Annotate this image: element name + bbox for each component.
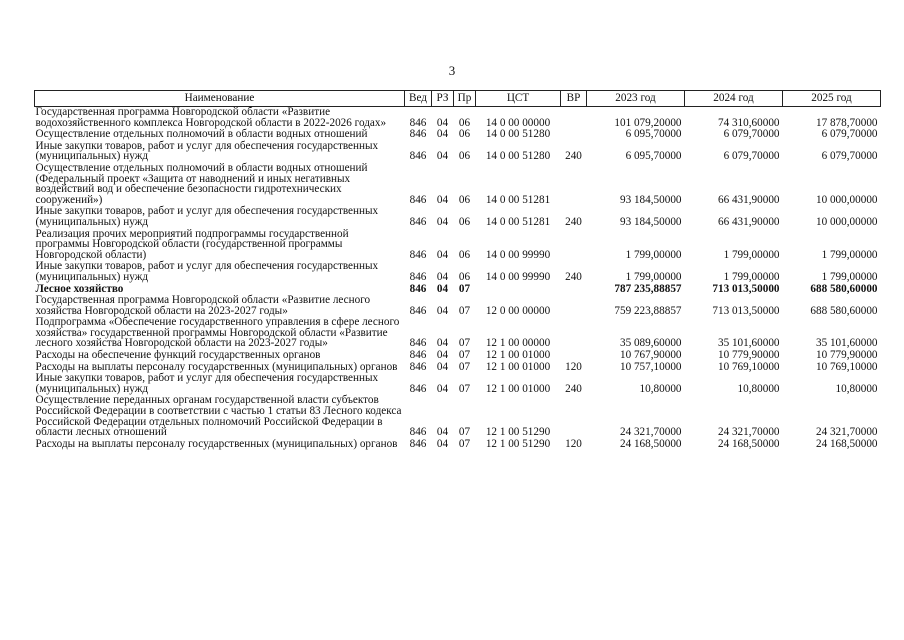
- table-row: [35, 141, 881, 163]
- row-2025: 10 000,00000: [815, 215, 878, 228]
- table-row: [35, 107, 881, 130]
- row-cst: 14 0 00 51281: [485, 193, 551, 206]
- table-header-row: [35, 91, 881, 107]
- row-ved: 846: [409, 349, 427, 362]
- row-2024: 713 013,50000: [712, 282, 780, 295]
- row-name: Иные закупки товаров, работ и услуг для обеспечения государственных (муниципальных) нужд: [35, 260, 379, 283]
- row-pr: 06: [458, 116, 471, 129]
- row-2023: 6 095,70000: [625, 150, 682, 163]
- row-name: Государственная программа Новгородской области «Развитие лесного хозяйства Новгородской области на 2023-2027 годы»: [35, 294, 371, 317]
- row-pr: 06: [458, 248, 471, 261]
- table-row: [35, 395, 881, 438]
- row-2023: 101 079,20000: [614, 116, 682, 129]
- row-2023: 35 089,60000: [619, 337, 682, 350]
- row-2025: 24 321,70000: [815, 426, 878, 439]
- row-2025: 688 580,60000: [810, 304, 878, 317]
- row-name: Подпрограмма «Обеспечение государственного управления в сфере лесного хозяйства» государственной программы Новгородской области «Развитие лесного хозяйства Новгородской области на 2023-2027 годы»: [35, 316, 400, 350]
- row-2023: 10 767,90000: [619, 349, 682, 362]
- table-row: [35, 261, 881, 283]
- row-2025: 10 779,90000: [815, 349, 878, 362]
- row-pr: 06: [458, 150, 471, 163]
- row-cst: 14 0 00 99990: [485, 270, 551, 283]
- row-pr: 07: [458, 382, 471, 395]
- row-rz: 04: [436, 304, 449, 317]
- row-ved: 846: [409, 304, 427, 317]
- row-pr: 07: [458, 282, 471, 295]
- row-2024: 6 079,70000: [723, 150, 780, 163]
- row-2025: 1 799,00000: [821, 248, 878, 261]
- row-2025: 1 799,00000: [821, 270, 878, 283]
- row-2023: 10,80000: [639, 382, 682, 395]
- row-2023: 93 184,50000: [619, 215, 682, 228]
- row-pr: 07: [458, 426, 471, 439]
- row-2023: 6 095,70000: [625, 128, 682, 141]
- row-vr: [561, 163, 587, 206]
- row-ved: 846: [409, 150, 427, 163]
- header-2024: 2024 год: [685, 91, 783, 107]
- row-vr: [561, 317, 587, 350]
- row-pr: 07: [458, 349, 471, 362]
- row-vr: 240: [565, 150, 582, 163]
- row-2024: 713 013,50000: [712, 304, 780, 317]
- table-row: [35, 317, 881, 350]
- row-rz: 04: [436, 116, 449, 129]
- row-ved: 846: [409, 193, 427, 206]
- row-rz: 04: [436, 270, 449, 283]
- row-ved: 846: [409, 248, 427, 261]
- table-row: [35, 439, 881, 451]
- row-cst: 14 0 00 00000: [485, 116, 551, 129]
- row-ved: 846: [409, 270, 427, 283]
- row-pr: 06: [458, 215, 471, 228]
- row-cst: 12 1 00 01000: [485, 349, 551, 362]
- row-rz: 04: [436, 215, 449, 228]
- row-ved: 846: [409, 116, 427, 129]
- row-vr: [561, 107, 587, 130]
- row-2025: 35 101,60000: [815, 337, 878, 350]
- row-name: Осуществление отдельных полномочий в области водных отношений: [35, 128, 368, 141]
- row-2024: 10,80000: [737, 382, 780, 395]
- row-2024: 1 799,00000: [723, 248, 780, 261]
- row-vr: [561, 284, 587, 296]
- row-2025: 688 580,60000: [810, 282, 878, 295]
- row-ved: 846: [409, 337, 427, 350]
- row-ved: 846: [409, 382, 427, 395]
- row-vr: [561, 129, 587, 141]
- row-name: Расходы на обеспечение функций государственных органов: [35, 349, 321, 362]
- row-name: Иные закупки товаров, работ и услуг для обеспечения государственных (муниципальных) нужд: [35, 139, 379, 163]
- row-2025: 10,80000: [835, 382, 878, 395]
- row-rz: 04: [436, 437, 449, 450]
- row-2024: 24 321,70000: [717, 426, 780, 439]
- row-cst: 14 0 00 51280: [485, 128, 551, 141]
- row-2024: 1 799,00000: [723, 270, 780, 283]
- row-pr: 07: [458, 337, 471, 350]
- row-rz: 04: [436, 337, 449, 350]
- row-cst: 12 1 00 01000: [485, 382, 551, 395]
- table-row: [35, 206, 881, 228]
- row-pr: 06: [458, 270, 471, 283]
- row-rz: 04: [436, 360, 449, 373]
- row-rz: 04: [436, 382, 449, 395]
- table-row: [35, 373, 881, 395]
- header-ved: Вед: [405, 91, 432, 107]
- row-2023: 24 168,50000: [619, 437, 682, 450]
- table-row: [35, 350, 881, 362]
- row-2024: 10 769,10000: [717, 360, 780, 373]
- row-rz: 04: [436, 150, 449, 163]
- row-2025: 6 079,70000: [821, 150, 878, 163]
- header-pr: Пр: [454, 91, 476, 107]
- row-pr: 07: [458, 304, 471, 317]
- row-name: Иные закупки товаров, работ и услуг для обеспечения государственных (муниципальных) нужд: [35, 205, 379, 228]
- row-ved: 846: [409, 437, 427, 450]
- row-2024: 66 431,90000: [717, 193, 780, 206]
- row-2023: 10 757,10000: [619, 360, 682, 373]
- row-2024: 66 431,90000: [717, 215, 780, 228]
- page-number: 3: [448, 63, 456, 78]
- row-name: Реализация прочих мероприятий подпрограммы государственной программы Новгородской области (государственной программы Новгородской области): [35, 227, 349, 261]
- row-name: Осуществление переданных органам государственной власти субъектов Российской Федерации в соответствии с частью 1 статьи 83 Лесного кодекса Российской Федерации отдельных полномочий Российской Федерации в области лесных отношений: [35, 394, 402, 439]
- row-2024: 10 779,90000: [717, 349, 780, 362]
- row-2023: 787 235,88857: [614, 282, 682, 295]
- row-pr: 07: [458, 437, 471, 450]
- row-vr: 120: [565, 437, 582, 450]
- row-2024: 24 168,50000: [717, 437, 780, 450]
- table-row: [35, 163, 881, 206]
- row-rz: 04: [436, 193, 449, 206]
- row-2023: 1 799,00000: [625, 248, 682, 261]
- row-2025: 10 000,00000: [815, 193, 878, 206]
- row-vr: 240: [565, 382, 582, 395]
- row-vr: [561, 395, 587, 438]
- budget-table: [34, 90, 881, 450]
- row-vr: 240: [565, 215, 582, 228]
- row-vr: 240: [565, 270, 582, 283]
- row-pr: 07: [458, 360, 471, 373]
- row-2023: 759 223,88857: [614, 304, 682, 317]
- row-pr: 06: [458, 193, 471, 206]
- row-ved: 846: [409, 215, 427, 228]
- row-ved: 846: [409, 282, 427, 295]
- row-cst: 12 1 00 00000: [485, 337, 551, 350]
- row-2023: 1 799,00000: [625, 270, 682, 283]
- header-2023: 2023 год: [587, 91, 685, 107]
- row-ved: 846: [409, 426, 427, 439]
- row-name: Расходы на выплаты персоналу государственных (муниципальных) органов: [35, 360, 398, 373]
- row-vr: [561, 229, 587, 262]
- row-vr: 120: [565, 360, 582, 373]
- row-cst: [476, 284, 561, 296]
- row-cst: 12 1 00 51290: [485, 437, 551, 450]
- header-rz: РЗ: [432, 91, 454, 107]
- row-name: Государственная программа Новгородской области «Развитие водохозяйственного комплекса Новгородской области в 2022-2026 годах»: [35, 106, 387, 129]
- table-row: [35, 229, 881, 262]
- row-rz: 04: [436, 128, 449, 141]
- row-2024: 74 310,60000: [717, 116, 780, 129]
- row-vr: [561, 350, 587, 362]
- row-ved: 846: [409, 360, 427, 373]
- row-name: Расходы на выплаты персоналу государственных (муниципальных) органов: [35, 437, 398, 450]
- row-cst: 12 1 00 01000: [485, 360, 551, 373]
- row-vr: [561, 295, 587, 317]
- row-rz: 04: [436, 282, 449, 295]
- row-rz: 04: [436, 248, 449, 261]
- row-2024: 35 101,60000: [717, 337, 780, 350]
- header-2025: 2025 год: [783, 91, 881, 107]
- row-2023: 24 321,70000: [619, 426, 682, 439]
- row-2025: 17 878,70000: [815, 116, 878, 129]
- row-cst: 12 1 00 51290: [485, 426, 551, 439]
- header-cst: ЦСТ: [476, 91, 561, 107]
- row-2025: 24 168,50000: [815, 437, 878, 450]
- row-cst: 14 0 00 51280: [485, 150, 551, 163]
- row-2023: 93 184,50000: [619, 193, 682, 206]
- row-name: Лесное хозяйство: [35, 282, 124, 295]
- row-2025: 6 079,70000: [821, 128, 878, 141]
- row-ved: 846: [409, 128, 427, 141]
- row-cst: 14 0 00 99990: [485, 248, 551, 261]
- row-cst: 14 0 00 51281: [485, 215, 551, 228]
- row-rz: 04: [436, 426, 449, 439]
- row-name: Осуществление отдельных полномочий в области водных отношений (Федеральный проект «Защита от наводнений и иных негативных воздействий вод и обеспечение безопасности гидротехнических сооружений»): [35, 161, 368, 206]
- header-name: Наименование: [35, 91, 405, 107]
- row-2024: 6 079,70000: [723, 128, 780, 141]
- row-pr: 06: [458, 128, 471, 141]
- table-row: [35, 295, 881, 317]
- row-cst: 12 0 00 00000: [485, 304, 551, 317]
- row-rz: 04: [436, 349, 449, 362]
- row-2025: 10 769,10000: [815, 360, 878, 373]
- row-name: Иные закупки товаров, работ и услуг для обеспечения государственных (муниципальных) нужд: [35, 372, 379, 395]
- header-vr: ВР: [561, 91, 587, 107]
